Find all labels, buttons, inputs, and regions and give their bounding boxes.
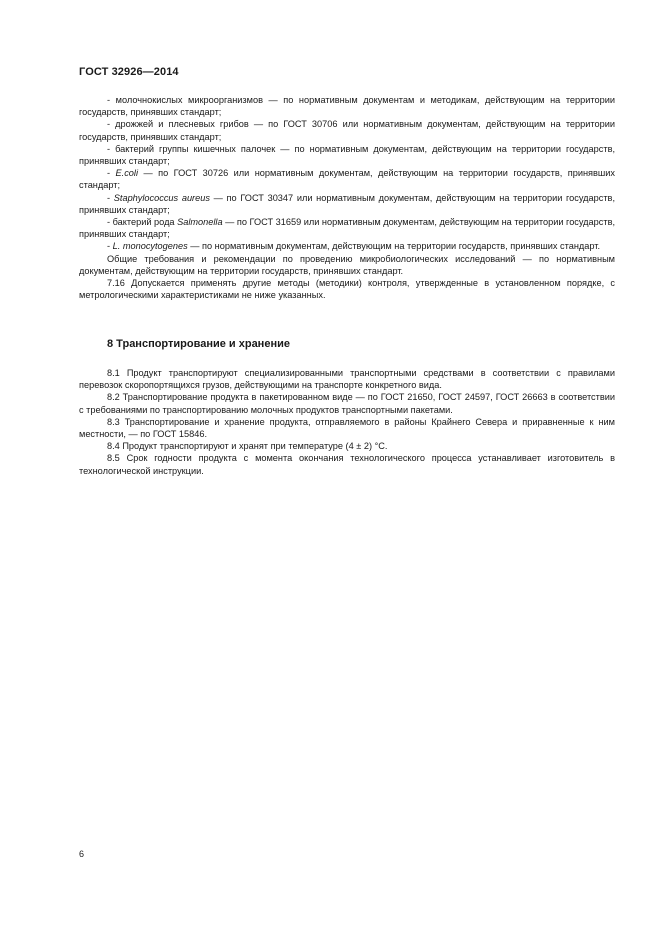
list-item-coliform-bacteria: - бактерий группы кишечных палочек — по нормативным документам, действующим на территории государств, принявших стандарт;	[79, 143, 615, 167]
list-item-yeast-mold: - дрожжей и плесневых грибов — по ГОСТ 30706 или нормативным документам, действующим на территории государств, принявших стандарт;	[79, 119, 615, 142]
section-8-body	[79, 367, 615, 477]
list-item-listeria: - L. monocytogenes — по нормативным документам, действующим на территории государств, принявших стандарт.	[107, 241, 601, 252]
paragraph-8-1: 8.1 Продукт транспортируют специализированными транспортными средствами в соответствии с правилами перевозок скоропортящихся грузов, действующими на транспорте конкретного вида.	[79, 368, 615, 391]
section-7-continuation	[79, 94, 615, 301]
section-8-heading: 8 Транспортирование и хранение	[107, 338, 290, 350]
paragraph-general-requirements: Общие требования и рекомендации по проведению микробиологических исследований — по нормативным документам, действующим на территории государств, принявших стандарт.	[79, 253, 615, 276]
list-item-salmonella: - бактерий рода Salmonella — по ГОСТ 31659 или нормативным документам, действующим на территории государств, принявших стандарт;	[79, 217, 615, 240]
paragraph-8-2: 8.2 Транспортирование продукта в пакетированном виде — по ГОСТ 21650, ГОСТ 24597, ГОСТ 26663 в соответствии с требованиями по транспортированию молочных продуктов транспортными пакетами.	[79, 392, 615, 415]
document-header: ГОСТ 32926—2014	[79, 66, 179, 78]
paragraph-8-4: 8.4 Продукт транспортируют и хранят при температуре (4 ± 2) °С.	[107, 441, 388, 452]
paragraph-8-5: 8.5 Срок годности продукта с момента окончания технологического процесса устанавливает изготовитель в технологической инструкции.	[79, 453, 615, 476]
paragraph-8-3: 8.3 Транспортирование и хранение продукта, отправляемого в районы Крайнего Севера и приравненные к ним местности, — по ГОСТ 15846.	[79, 416, 615, 440]
list-item-lactic-microorganisms: - молочнокислых микроорганизмов — по нормативным документам и методикам, действующим на территории государств, принявших стандарт;	[79, 95, 615, 118]
list-item-ecoli: - E.coli — по ГОСТ 30726 или нормативным документам, действующим на территории государств, принявших стандарт;	[79, 168, 615, 191]
paragraph-7-16: 7.16 Допускается применять другие методы (методики) контроля, утвержденные в установленном порядке, с метрологическими характеристиками не ниже указанных.	[79, 278, 615, 301]
page-number: 6	[79, 849, 85, 859]
list-item-staphylococcus: - Staphylococcus aureus — по ГОСТ 30347 или нормативным документам, действующим на территории государств, принявших стандарт;	[79, 192, 615, 215]
